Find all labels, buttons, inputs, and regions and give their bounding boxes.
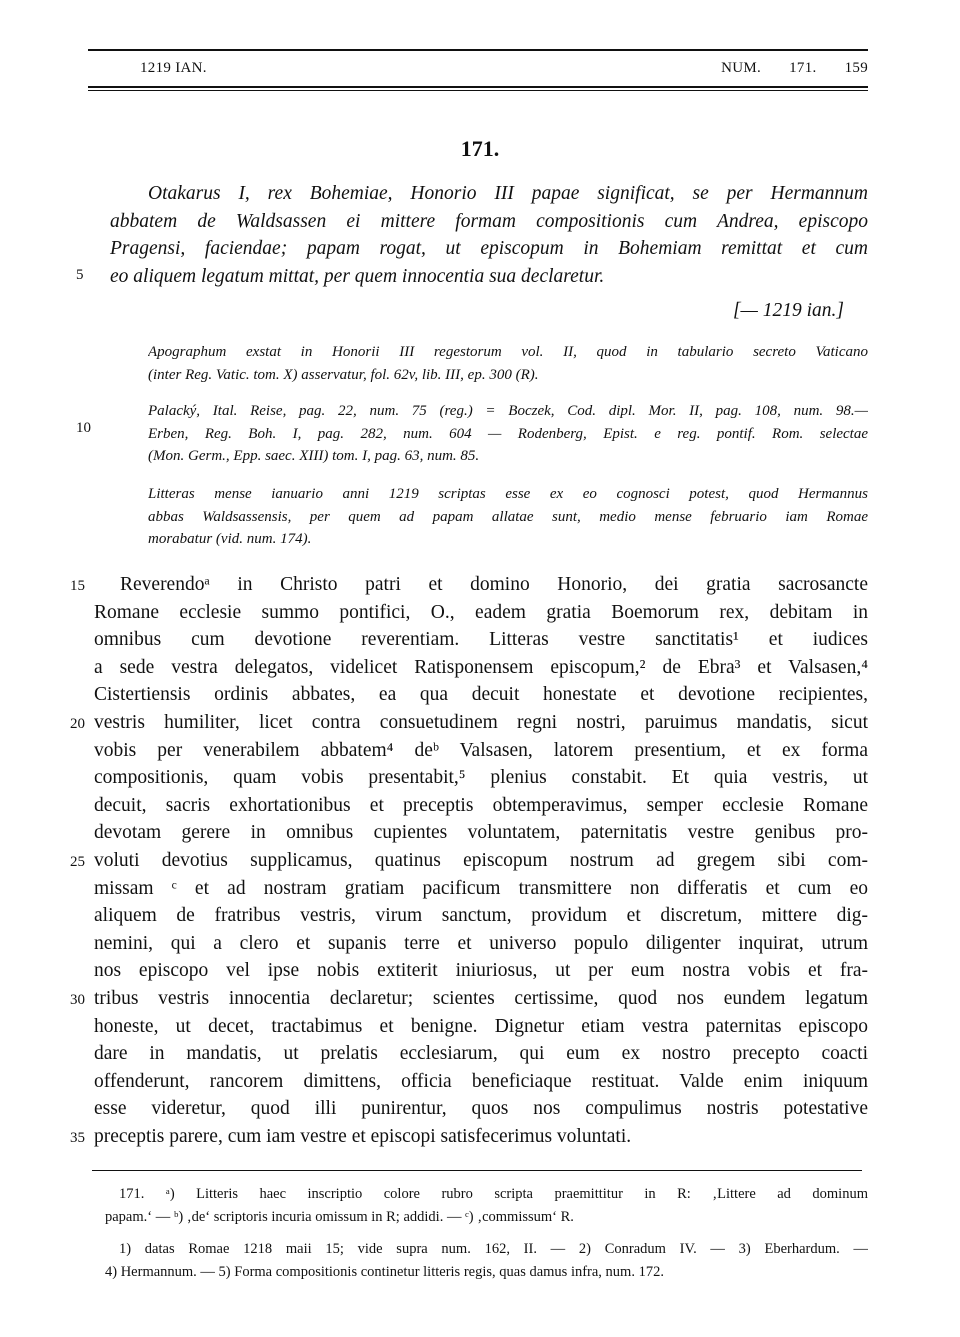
line-number: 5	[76, 267, 84, 283]
text-line: decuit, sacris exhortationibus et preceptis obtemperavimus, semper ecclesie Romane	[94, 794, 868, 816]
apparatus-editions	[148, 400, 868, 468]
text-line: voluti devotius supplicamus, quatinus episcopum nostrum ad gregem sibi com-	[94, 849, 868, 871]
footnote-line: 1) datas Romae 1218 maii 15; vide supra num. 162, II. — 2) Conradum IV. — 3) Eberhardum. —	[119, 1241, 868, 1257]
regest-line: Otakarus I, rex Bohemiae, Honorio III papae significat, se per Hermannum	[148, 183, 868, 204]
apparatus-line: (Mon. Germ., Epp. saec. XIII) tom. I, pag. 63, num. 85.	[148, 448, 480, 464]
text-line: dare in mandatis, ut prelatis ecclesiarum, qui eum ex nostro precepto coacti	[94, 1043, 868, 1065]
apparatus-line: abbas Waldsassensis, per quem ad papam allatae sunt, medio mense februario iam Romae	[148, 508, 868, 525]
document-date: [— 1219 ian.]	[732, 300, 844, 321]
footnotes	[105, 1238, 868, 1284]
text-line: offenderunt, rancorem dimittens, officia beneficiaque restituat. Valde enim iniquum	[94, 1070, 868, 1092]
critical-note-line: 171. ᵃ) Litteris haec inscriptio colore rubro scripta praemittitur in R: ‚Littere ad dominum	[119, 1186, 868, 1202]
text-line: honeste, ut decet, tractabimus et benigne. Dignetur etiam vestra paternitas episcopo	[94, 1015, 868, 1037]
header-date: 1219 IAN.	[140, 60, 207, 76]
apparatus-note	[148, 483, 868, 551]
text-line: compositionis, quam vobis presentabit,⁵ plenius constabit. Et quia vestris, ut	[94, 767, 868, 789]
text-line: Cistertiensis ordinis abbates, ea qua decuit honestate et devotione recipientes,	[94, 684, 868, 706]
running-header	[140, 60, 868, 84]
line-number: 30	[70, 992, 85, 1008]
header-bottom-rule-thin	[88, 90, 868, 91]
text-line: vestris humiliter, licet contra consuetudinem regni nostri, paruimus mandatis, sicut	[94, 711, 868, 733]
line-number: 15	[70, 578, 85, 594]
text-line: tribus vestris innocentia declaretur; scientes certissime, quod nos eundem legatum	[94, 987, 868, 1009]
line-number: 25	[70, 854, 85, 870]
apparatus-line: Erben, Reg. Boh. I, pag. 282, num. 604 — Rodenberg, Epist. e reg. pontif. Rom. selectae	[148, 425, 868, 442]
line-number: 20	[70, 716, 85, 732]
line-number: 10	[76, 420, 91, 436]
line-number: 35	[70, 1130, 85, 1146]
apparatus-line: Litteras mense ianuario anni 1219 scriptas esse ex eo cognosci potest, quod Hermannus	[148, 486, 868, 502]
header-number-page: NUM. 171. 159	[721, 60, 868, 76]
header-bottom-rule	[88, 86, 868, 88]
text-line: preceptis parere, cum iam vestre et episcopi satisfecerimus voluntati.	[94, 1125, 632, 1147]
apparatus-line: Palacký, Ital. Reise, pag. 22, num. 75 (reg.) = Boczek, Cod. dipl. Mor. II, pag. 108, num. 98.—	[148, 403, 868, 419]
main-text	[94, 571, 868, 1150]
regest-line: Pragensi, faciendae; papam rogat, ut episcopum in Bohemiam remittat et cum	[110, 238, 868, 259]
text-line: nos episcopo vel ipse nobis extiterit iniuriosus, ut per eum nostra vobis et fra-	[94, 960, 868, 982]
footnote-separator-rule	[92, 1170, 862, 1171]
text-line: devotam gerere in omnibus cupientes voluntatem, paternitatis vestre genibus pro-	[94, 822, 868, 844]
text-line: nemini, qui a clero et supanis terre et universo populo diligenter inquirat, utrum	[94, 932, 868, 954]
apparatus-line: morabatur (vid. num. 174).	[148, 531, 312, 547]
text-line: omnibus cum devotione reverentiam. Litteras vestre sanctitatis¹ et iudices	[94, 629, 868, 651]
critical-notes	[105, 1183, 868, 1229]
text-line: a sede vestra delegatos, videlicet Ratisponensem episcopum,² de Ebra³ et Valsasen,⁴	[94, 656, 868, 678]
text-line: Romane ecclesie summo pontifici, O., eadem gratia Boemorum rex, debitam in	[94, 601, 868, 623]
apparatus-line: Apographum exstat in Honorii III regestorum vol. II, quod in tabulario secreto Vaticano	[148, 344, 868, 360]
text-line: esse videretur, quod illi punirentur, quos nos compulimus nostris potestative	[94, 1098, 868, 1120]
text-line: Reverendoᵃ in Christo patri et domino Honorio, dei gratia sacrosancte	[120, 574, 868, 595]
regest-line: eo aliquem legatum mittat, per quem innocentia sua declaretur.	[110, 265, 605, 287]
regest	[90, 180, 868, 290]
text-line: missam ᶜ et ad nostram gratiam pacificum transmittere non differatis et cum eo	[94, 877, 868, 899]
apparatus-line: (inter Reg. Vatic. tom. X) asservatur, fol. 62v, lib. III, ep. 300 (R).	[148, 366, 539, 383]
text-line: aliquem de fratribus vestris, virum sanctum, providum et discretum, mittere dig-	[94, 905, 868, 927]
footnote-line: 4) Hermannum. — 5) Forma compositionis continetur litteris regis, quas damus infra, num. 172.	[105, 1264, 664, 1280]
header-top-rule	[88, 49, 868, 51]
apparatus-source	[148, 341, 868, 386]
regest-line: abbatem de Waldsassen ei mittere formam compositionis cum Andrea, episcopo	[110, 210, 868, 232]
critical-note-line: papam.‘ — ᵇ) ‚de‘ scriptoris incuria omissum in R; addidi. — ᶜ) ‚commissum‘ R.	[105, 1209, 574, 1225]
document-number: 171.	[460, 136, 500, 161]
text-line: vobis per venerabilem abbatem⁴ deᵇ Valsasen, latorem presentium, et ex forma	[94, 739, 868, 761]
